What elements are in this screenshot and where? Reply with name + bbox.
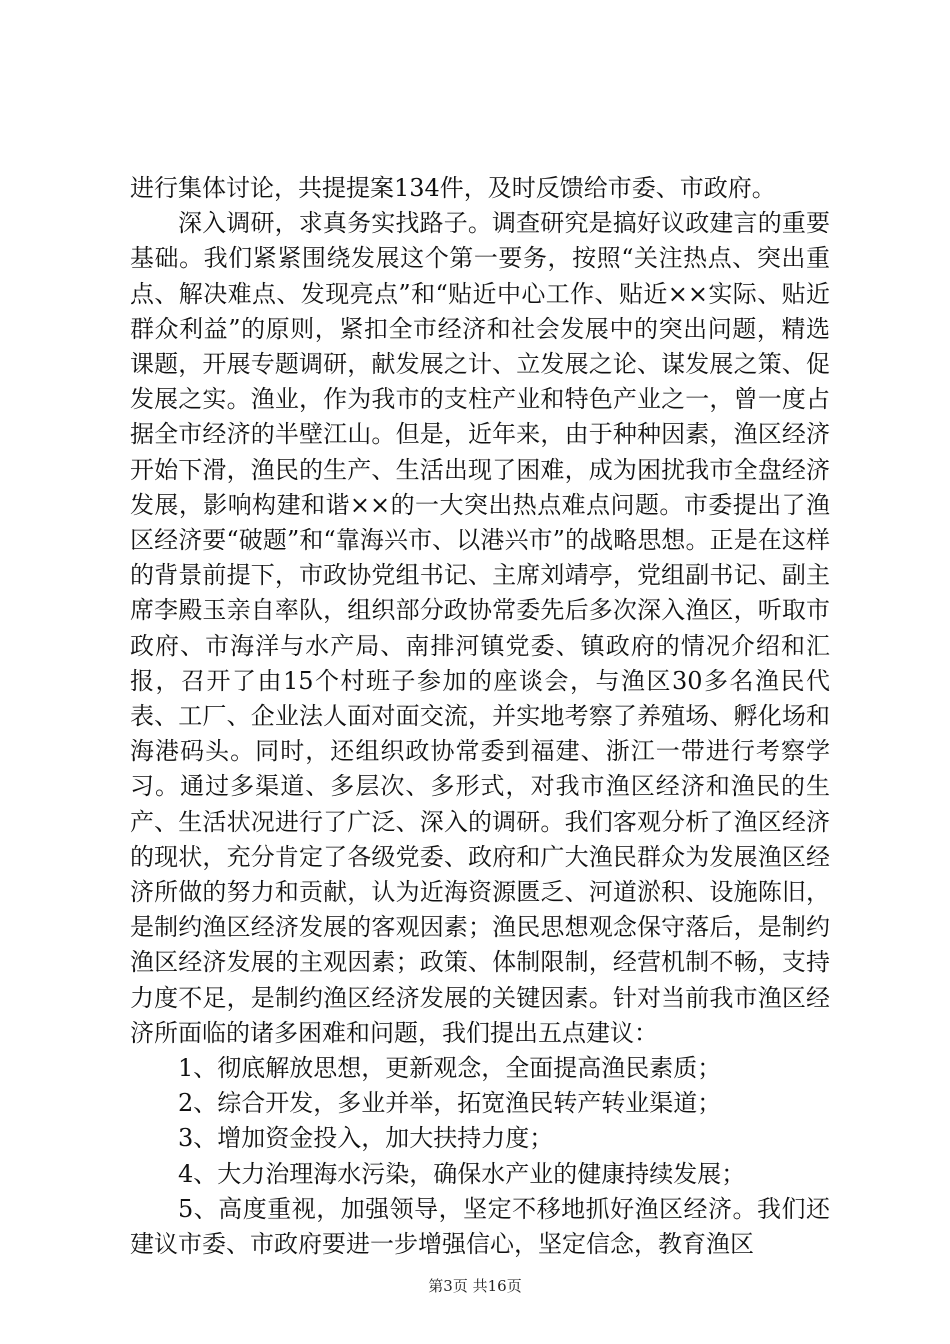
paragraph-continuation: 进行集体讨论，共提提案134件，及时反馈给市委、市政府。 (130, 174, 776, 202)
document-body (130, 171, 830, 1262)
page-footer: 第3页 共16页 (428, 1277, 522, 1295)
suggestion-item-5: 5、高度重视，加强领导，坚定不移地抓好渔区经济。我们还建议市委、市政府要进一步增强信心，坚定信念，教育渔区 (130, 1194, 830, 1259)
suggestion-item-3: 3、增加资金投入，加大扶持力度； (178, 1124, 554, 1153)
suggestion-item-1: 1、彻底解放思想，更新观念，全面提高渔民素质； (178, 1054, 722, 1083)
suggestion-item-4: 4、大力治理海水污染，确保水产业的健康持续发展； (178, 1159, 746, 1188)
paragraph-research: 深入调研，求真务实找路子。调查研究是搞好议政建言的重要基础。我们紧紧围绕发展这个第一要务，按照“关注热点、突出重点、解决难点、发现亮点”和“贴近中心工作、贴近××实际、贴近群众利益”的原则，紧扣全市经济和社会发展中的突出问题，精选课题，开展专题调研，献发展之计、立发展之论、谋发展之策、促发展之实。渔业，作为我市的支柱产业和特色产业之一，曾一度占据全市经济的半壁江山。但是，近年来，由于种种因素，渔区经济开始下滑，渔民的生产、生活出现了困难，成为困扰我市全盘经济发展，影响构建和谐××的一大突出热点难点问题。市委提出了渔区经济要“破题”和“靠海兴市、以港兴市”的战略思想。正是在这样的背景前提下，市政协党组书记、主席刘靖亭，党组副书记、副主席李殿玉亲自率队，组织部分政协常委先后多次深入渔区，听取市政府、市海洋与水产局、南排河镇党委、镇政府的情况介绍和汇报，召开了由15个村班子参加的座谈会，与渔区30多名渔民代表、工厂、企业法人面对面交流，并实地考察了养殖场、孵化场和海港码头。同时，还组织政协常委到福建、浙江一带进行考察学习。通过多渠道、多层次、多形式，对我市渔区经济和渔民的生产、生活状况进行了广泛、深入的调研。我们客观分析了渔区经济的现状，充分肯定了各级党委、政府和广大渔民群众为发展渔区经济所做的努力和贡献，认为近海资源匮乏、河道淤积、设施陈旧，是制约渔区经济发展的客观因素；渔民思想观念保守落后，是制约渔区经济发展的主观因素；政策、体制限制，经营机制不畅，支持力度不足，是制约渔区经济发展的关键因素。针对当前我市渔区经济所面临的诸多困难和问题，我们提出五点建议： (130, 209, 830, 1047)
suggestion-item-2: 2、综合开发，多业并举，拓宽渔民转产转业渠道； (178, 1089, 722, 1118)
